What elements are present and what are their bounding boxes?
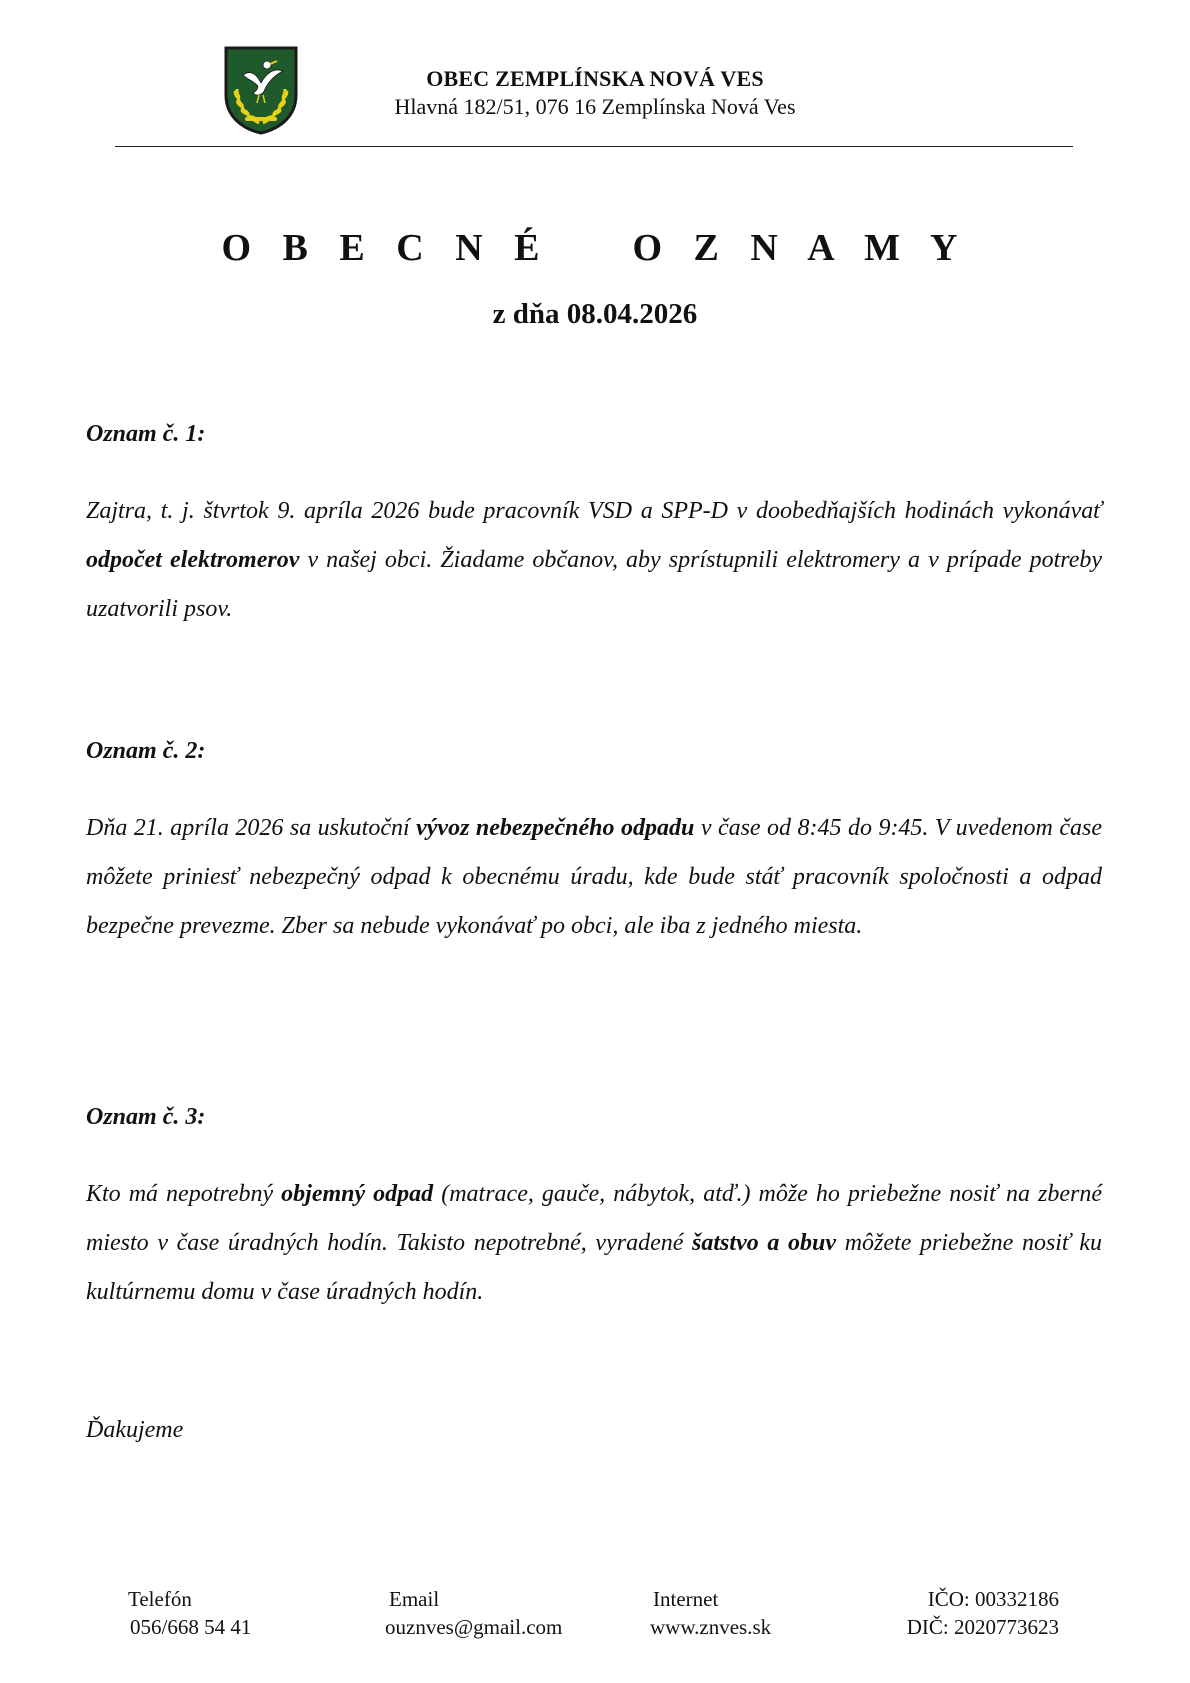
document-title: O B E C N É O Z N A M Y	[221, 227, 969, 269]
notice-1-text: Zajtra, t. j. štvrtok 9. apríla 2026 bude pracovník VSD a SPP-D v doobedňajších hodinách vykonávať	[86, 498, 1102, 524]
header-divider	[115, 146, 1073, 147]
footer-phone	[128, 1585, 251, 1641]
municipality-name: OBEC ZEMPLÍNSKA NOVÁ VES	[426, 66, 764, 91]
footer-web-value[interactable]: www.znves.sk	[650, 1615, 772, 1639]
closing-thanks: Ďakujeme	[86, 1417, 184, 1443]
notice-3-heading: Oznam č. 3:	[86, 1104, 206, 1130]
footer-dic: DIČ: 2020773623	[906, 1615, 1059, 1639]
footer-web-label: Internet	[653, 1587, 719, 1611]
notice-1-body	[86, 487, 1102, 634]
document-date: z dňa 08.04.2026	[492, 298, 698, 330]
footer-email	[385, 1585, 562, 1641]
footer-phone-label: Telefón	[128, 1587, 192, 1611]
notice-2-emphasis: vývoz nebezpečného odpadu	[416, 815, 695, 841]
notice-3-emphasis: objemný odpad	[281, 1181, 434, 1207]
notice-2-heading: Oznam č. 2:	[86, 738, 206, 764]
footer-ico: IČO: 00332186	[927, 1587, 1059, 1611]
footer-email-label: Email	[389, 1587, 440, 1611]
notice-1-heading: Oznam č. 1:	[86, 421, 206, 447]
notice-2-body	[86, 804, 1102, 951]
municipality-address: Hlavná 182/51, 076 16 Zemplínska Nová Ves	[394, 94, 796, 119]
notice-3-emphasis: šatstvo a obuv	[692, 1230, 837, 1256]
notice-3-text: Kto má nepotrebný	[86, 1181, 282, 1207]
notice-3-text: (matrace, gauče, nábytok, atď.) môže ho priebežne nosiť na zberné miesto v čase úradných hodín. Takisto nepotrebné, vyradené	[86, 1181, 1102, 1256]
footer-email-value[interactable]: ouznves@gmail.com	[385, 1615, 563, 1639]
notice-2-text: Dňa 21. apríla 2026 sa uskutoční	[86, 815, 417, 841]
footer-ids	[907, 1585, 1059, 1641]
footer-phone-value: 056/668 54 41	[130, 1615, 252, 1639]
footer-web	[650, 1585, 771, 1641]
notice-3-text: môžete priebežne nosiť ku kultúrnemu domu v čase úradných hodín.	[86, 1230, 1103, 1305]
notice-1-text: v našej obci. Žiadame občanov, aby sprístupnili elektromery a v prípade potreby uzatvorili psov.	[86, 547, 1103, 622]
notice-2-text: v čase od 8:45 do 9:45. V uvedenom čase môžete priniesť nebezpečný odpad k obecnému úradu, kde bude stáť pracovník spoločnosti a odpad bezpečne prevezme. Zber sa nebude vykonávať po obci, ale iba z jedného miesta.	[86, 815, 1102, 939]
notice-3-body	[86, 1170, 1102, 1317]
notice-1-emphasis: odpočet elektromerov	[86, 547, 300, 573]
